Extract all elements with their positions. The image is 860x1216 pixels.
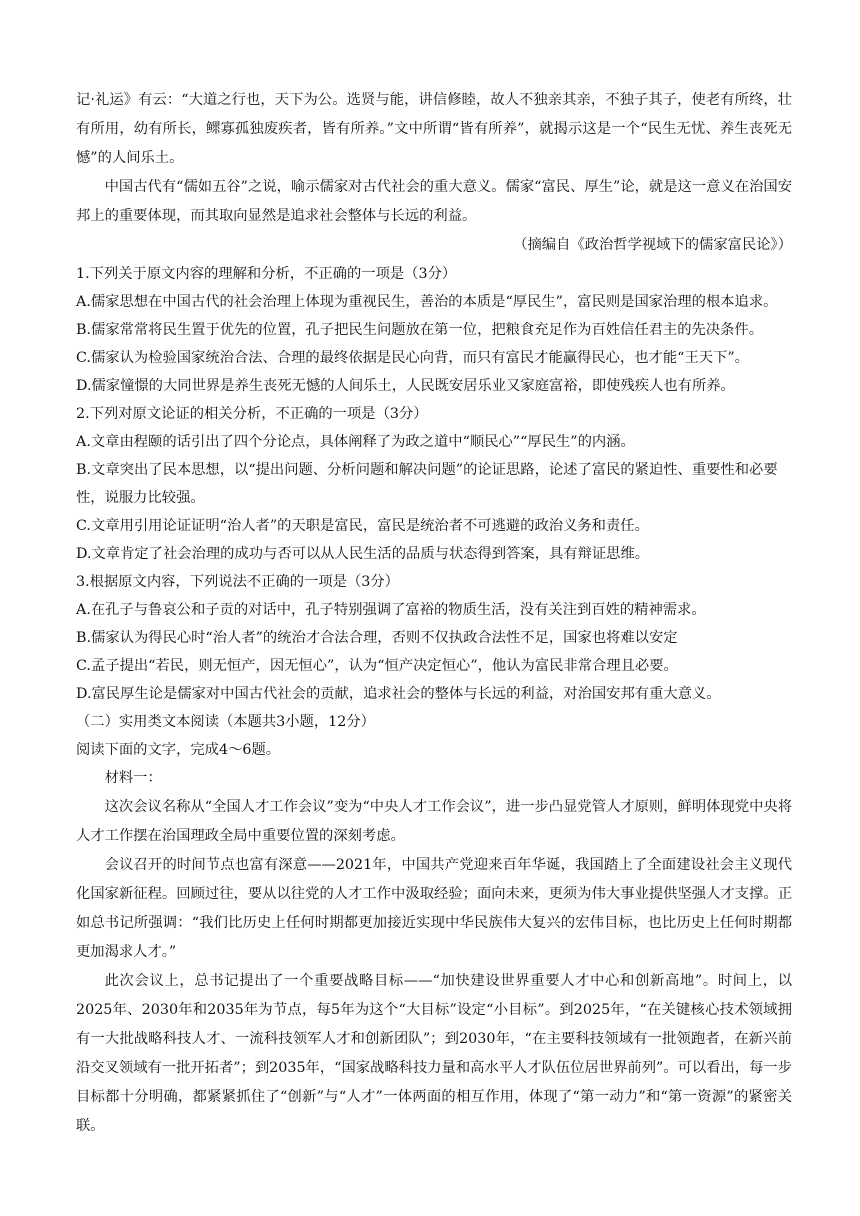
- question-block: [76, 568, 792, 708]
- passage-paragraph: 中国古代有“儒如五谷”之说，喻示儒家对古代社会的重大意义。儒家“富民、厚生”论，就是这一意义在治国安邦上的重要体现，而其取向显然是追求社会整体与长远的利益。: [76, 179, 792, 224]
- passage-paragraph: 记·礼运》有云：“大道之行也，天下为公。选贤与能，讲信修睦，故人不独亲其亲，不独子其子，使老有所终，壮有所用，幼有所长，鳏寡孤独废疾者，皆有所养。”文中所谓“皆有所养”，就揭示这是一个“民生无忧、养生丧死无憾”的人间乐土。: [76, 92, 792, 166]
- document-page: [76, 86, 792, 1141]
- option-d: D.富民厚生论是儒家对中国古代社会的贡献，追求社会的整体与长远的利益，对治国安邦有重大意义。: [76, 686, 721, 702]
- source-citation: （摘编自《政治哲学视域下的儒家富民论》）: [513, 237, 792, 253]
- question-stem: 3.根据原文内容，下列说法不正确的一项是（3分）: [76, 574, 399, 590]
- option-b: B.儒家认为得民心时“治人者”的统治才合法合理，否则不仅执政合法性不足，国家也将难以安定: [76, 630, 678, 646]
- option-c: C.孟子提出“若民，则无恒产，因无恒心”，认为“恒产决定恒心”，他认为富民非常合理且必要。: [76, 658, 678, 674]
- question-stem: 2.下列对原文论证的相关分析，不正确的一项是（3分）: [76, 406, 428, 422]
- option-c: C.儒家认为检验国家统治合法、合理的最终依据是民心向背，而只有富民才能赢得民心，也才能“王天下”。: [76, 350, 749, 366]
- option-a: A.文章由程颐的话引出了四个分论点，具体阐释了为政之道中“顺民心”“厚民生”的内涵。: [76, 434, 635, 450]
- section-instruction: 阅读下面的文字，完成4～6题。: [76, 742, 281, 758]
- option-b: B.儒家常常将民生置于优先的位置，孔子把民生问题放在第一位，把粮食充足作为百姓信任君主的先决条件。: [76, 322, 763, 338]
- option-a: A.在孔子与鲁哀公和子贡的对话中，孔子特别强调了富裕的物质生活，没有关注到百姓的精神需求。: [76, 602, 706, 618]
- question-stem: 1.下列关于原文内容的理解和分析，不正确的一项是（3分）: [76, 266, 457, 282]
- material-label: 材料一：: [104, 770, 162, 786]
- question-block: [76, 260, 792, 400]
- section-heading: （二）实用类文本阅读（本题共3小题，12分）: [76, 714, 375, 730]
- option-b: B.文章突出了民本思想，以“提出问题、分析问题和解决问题”的论证思路，论述了富民的紧迫性、重要性和必要性，说服力比较强。: [76, 462, 778, 506]
- material-paragraph: 此次会议上，总书记提出了一个重要战略目标——“加快建设世界重要人才中心和创新高地”。时间上，以2025年、2030年和2035年为节点，每5年为这个“大目标”设定“小目标”。到2025年，“在关键核心技术领域拥有一大批战略科技人才、一流科技领军人才和创新团队”；到2030年，“在主要科技领域有一批领跑者，在新兴前沿交叉领域有一批开拓者”；到2035年，“国家战略科技力量和高水平人才队伍位居世界前列”。可以看出，每一步目标都十分明确，都紧紧抓住了“创新”与“人才”一体两面的相互作用，体现了“第一动力”和“第一资源”的紧密关联。: [76, 973, 792, 1134]
- option-d: D.儒家憧憬的大同世界是养生丧死无憾的人间乐土，人民既安居乐业又家庭富裕，即使残疾人也有所养。: [76, 378, 735, 394]
- material-paragraph: 会议召开的时间节点也富有深意——2021年，中国共产党迎来百年华诞，我国踏上了全面建设社会主义现代化国家新征程。回顾过往，要从以往党的人才工作中汲取经验；面向未来，更须为伟大事业提供坚强人才支撑。正如总书记所强调：“我们比历史上任何时期都更加接近实现中华民族伟大复兴的宏伟目标，也比历史上任何时期都更加渴求人才。”: [76, 857, 792, 960]
- option-c: C.文章用引用论证证明“治人者”的天职是富民，富民是统治者不可逃避的政治义务和责任。: [76, 518, 649, 534]
- question-block: [76, 400, 792, 568]
- option-a: A.儒家思想在中国古代的社会治理上体现为重视民生，善治的本质是“厚民生”，富民则是国家治理的根本追求。: [76, 294, 778, 310]
- option-d: D.文章肯定了社会治理的成功与否可以从人民生活的品质与状态得到答案，具有辩证思维。: [76, 546, 650, 562]
- material-paragraph: 这次会议名称从“全国人才工作会议”变为“中央人才工作会议”，进一步凸显党管人才原则，鲜明体现党中央将人才工作摆在治国理政全局中重要位置的深刻考虑。: [76, 799, 792, 844]
